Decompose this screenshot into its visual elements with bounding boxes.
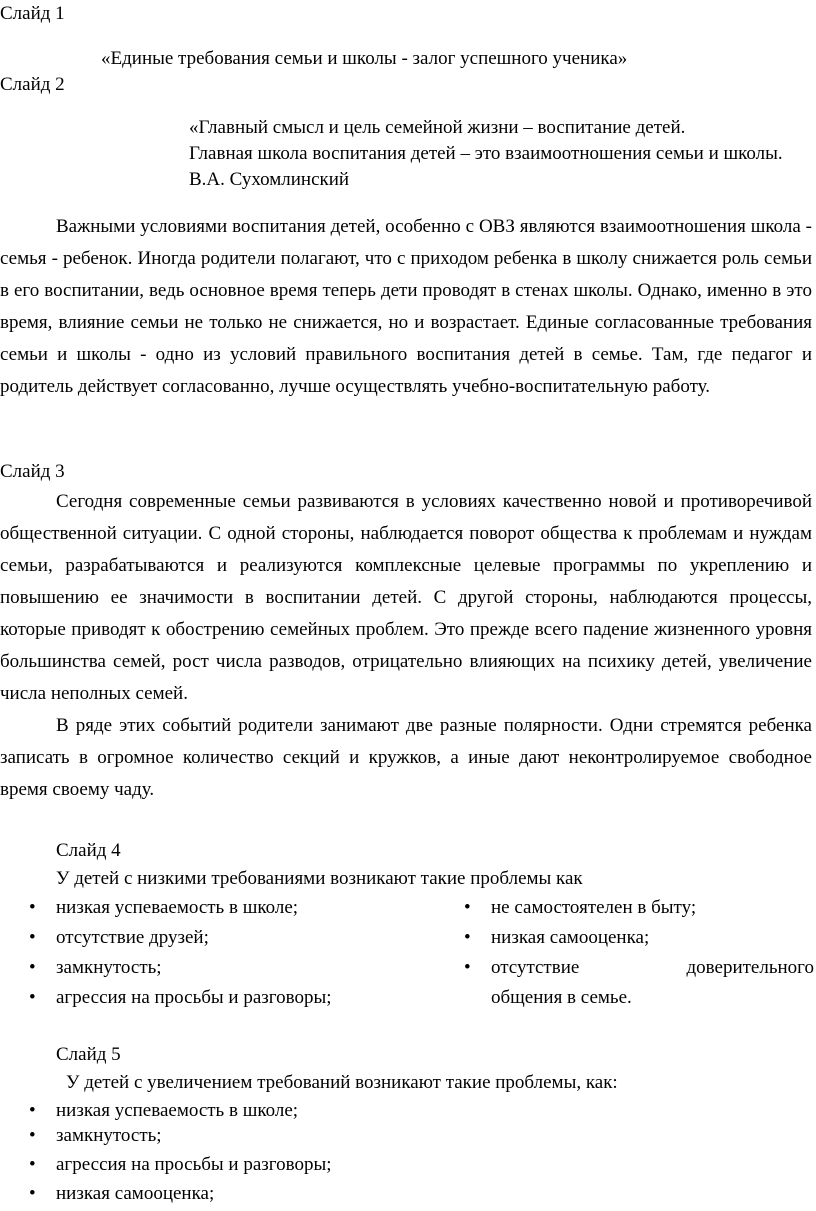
bullet-icon: • — [29, 1125, 36, 1146]
bullet-icon: • — [29, 957, 36, 978]
bullet-icon: • — [29, 927, 36, 948]
list-item-text: низкая успеваемость в школе; — [56, 897, 299, 918]
slide4-right-item-2 — [464, 924, 650, 952]
slide1-heading: Слайд 1 — [0, 3, 65, 24]
list-item-text: агрессия на просьбы и разговоры; — [56, 1154, 332, 1175]
list-item-text: замкнутость; — [56, 1125, 162, 1146]
slide4-intro: У детей с низкими требованиями возникают такие проблемы как — [56, 868, 583, 889]
list-item-text-line-1: отсутствие доверительного — [491, 957, 814, 978]
bullet-icon: • — [464, 957, 471, 978]
epigraph-quote — [189, 115, 812, 193]
slide5-item-1 — [29, 1097, 299, 1125]
slide2-paragraph: Важными условиями воспитания детей, особенно с ОВЗ являются взаимоотношения школа - семья - ребенок. Иногда родители полагают, что с приходом ребенка в школу снижается роль семьи в его воспитании, ведь основное время теперь дети проводят в стенах школы. Однако, именно в это время, влияние семьи не только не снижается, но и возрастает. Единые согласованные требования семьи и школы - одно из условий правильного воспитания детей в семье. Там, где педагог и родитель действует согласованно, лучше осуществлять учебно-воспитательную работу. — [0, 216, 812, 397]
bullet-icon: • — [464, 927, 471, 948]
slide5-item-2 — [29, 1122, 162, 1150]
slide4-left-item-4 — [29, 984, 332, 1012]
quote-line-2: Главная школа воспитания детей – это взаимоотношения семьи и школы. — [189, 143, 783, 164]
slide5-item-4 — [29, 1180, 215, 1208]
bullet-icon: • — [464, 897, 471, 918]
slide2-heading: Слайд 2 — [0, 74, 65, 95]
list-item-text: не самостоятелен в быту; — [491, 897, 697, 918]
slide5-heading: Слайд 5 — [56, 1044, 121, 1065]
quote-author: В.А. Сухомлинский — [189, 169, 350, 190]
slide3-paragraph-block — [0, 486, 812, 806]
slide4-right-item-3 — [464, 954, 814, 1012]
bullet-icon: • — [29, 1154, 36, 1175]
slide4-left-item-1 — [29, 894, 299, 922]
slide5-item-3 — [29, 1151, 332, 1179]
list-item-text: агрессия на просьбы и разговоры; — [56, 987, 332, 1008]
slide5-intro: У детей с увеличением требований возникают такие проблемы, как: — [66, 1072, 618, 1093]
slide4-left-item-2 — [29, 924, 209, 952]
list-item-text: низкая самооценка; — [56, 1183, 215, 1204]
slide2-paragraph-block — [0, 211, 812, 403]
list-item-text: отсутствие друзей; — [56, 927, 209, 948]
bullet-icon: • — [29, 897, 36, 918]
list-item-text-line-2: общения в семье. — [491, 987, 632, 1008]
slide1-title: «Единые требования семьи и школы - залог успешного ученика» — [101, 48, 628, 69]
slide3-heading: Слайд 3 — [0, 461, 65, 482]
slide3-paragraph-2: В ряде этих событий родители занимают две разные полярности. Одни стремятся ребенка записать в огромное количество секций и кружков, а иные дают неконтролируемое свободное время своему чаду. — [0, 715, 812, 800]
list-item-text: низкая самооценка; — [491, 927, 650, 948]
quote-line-1: «Главный смысл и цель семейной жизни – воспитание детей. — [189, 117, 686, 138]
list-item-text: низкая успеваемость в школе; — [56, 1100, 299, 1121]
list-item-text: замкнутость; — [56, 957, 162, 978]
bullet-icon: • — [29, 987, 36, 1008]
slide3-paragraph-1: Сегодня современные семьи развиваются в условиях качественно новой и противоречивой общественной ситуации. С одной стороны, наблюдается поворот общества к проблемам и нуждам семьи, разрабатываются и реализуются комплексные целевые программы по укреплению и повышению ее значимости в воспитании детей. С другой стороны, наблюдаются процессы, которые приводят к обострению семейных проблем. Это прежде всего падение жизненного уровня большинства семей, рост числа разводов, отрицательно влияющих на психику детей, увеличение числа неполных семей. — [0, 491, 812, 704]
slide4-heading: Слайд 4 — [56, 840, 121, 861]
slide4-left-item-3 — [29, 954, 162, 982]
bullet-icon: • — [29, 1100, 36, 1121]
slide4-right-item-1 — [464, 894, 697, 922]
bullet-icon: • — [29, 1183, 36, 1204]
